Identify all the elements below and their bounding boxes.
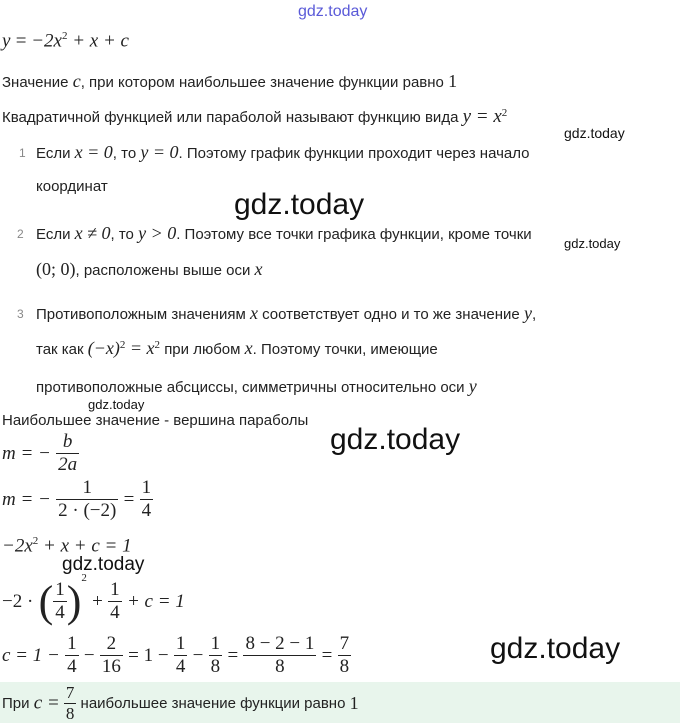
function-formula: $y = -2x^2 + x + c$ xyxy=(2,30,129,52)
list-item: Если x ≠ 0, то y > 0. Поэтому все точки графика функции, кроме точки xyxy=(36,223,532,243)
list-item-cont: (0; 0), расположены выше оси x xyxy=(36,259,263,279)
watermark: gdz.today xyxy=(564,236,621,251)
step-vertex-formula: m = − $\frac{b}{2a}$ xyxy=(2,431,78,475)
watermark: gdz.today xyxy=(88,397,145,412)
formula-term: −2x xyxy=(31,30,62,52)
formula-lhs: y xyxy=(2,30,11,52)
watermark: gdz.today xyxy=(490,632,621,665)
watermark: gdz.today xyxy=(564,125,625,141)
watermark: gdz.today xyxy=(234,188,365,221)
answer-box xyxy=(0,682,680,723)
formula-term: + x + c xyxy=(67,30,129,52)
step-substitution: −2 · ( $\frac{1}{4}$ )$^2$ + $\frac{1}{4}$ + c = 1 xyxy=(2,572,185,626)
list-number: 3 xyxy=(17,307,24,321)
vertex-label: Наибольшее значение - вершина параболы xyxy=(2,412,309,429)
step-equation: $-2x^2 + x + c = 1$ xyxy=(2,535,132,557)
list-item-cont: так как $(-x)^2 = x^2$ при любом x. Поэтому точки, имеющие xyxy=(36,338,438,358)
watermark: gdz.today xyxy=(62,554,145,575)
watermark-top: gdz.today xyxy=(298,3,368,20)
answer-text: При c = $\frac{7}{8}$ наибольшее значение функции равно 1 xyxy=(2,683,359,723)
list-number: 1 xyxy=(19,146,26,160)
list-item: Противоположным значениям x соответствует одно и то же значение y, xyxy=(36,303,537,323)
list-number: 2 xyxy=(17,227,24,241)
watermark: gdz.today xyxy=(330,423,461,456)
task-statement: Значение c, при котором наибольшее значение функции равно 1 xyxy=(2,71,458,91)
list-item: Если x = 0, то y = 0. Поэтому график функции проходит через начало xyxy=(36,142,530,162)
definition: Квадратичной функцией или параболой называют функцию вида $y = x^2$ xyxy=(2,106,508,127)
step-vertex-value: m = − $\frac{1}{2 \cdot (-2)}$ = $\frac{1}{4}$ xyxy=(2,477,152,521)
formula-exp: 2 xyxy=(61,30,68,42)
step-solution: c = 1 − $\frac{1}{4}$ − $\frac{2}{16}$ = 1 − $\frac{1}{4}$ − $\frac{1}{8}$ = $\frac{8 - 2 - 1}{8}$ = $\frac{7}{8}$ xyxy=(2,633,350,677)
list-item-cont: противоположные абсциссы, симметричны относительно оси y xyxy=(36,376,477,396)
list-item-cont: координат xyxy=(36,178,108,195)
